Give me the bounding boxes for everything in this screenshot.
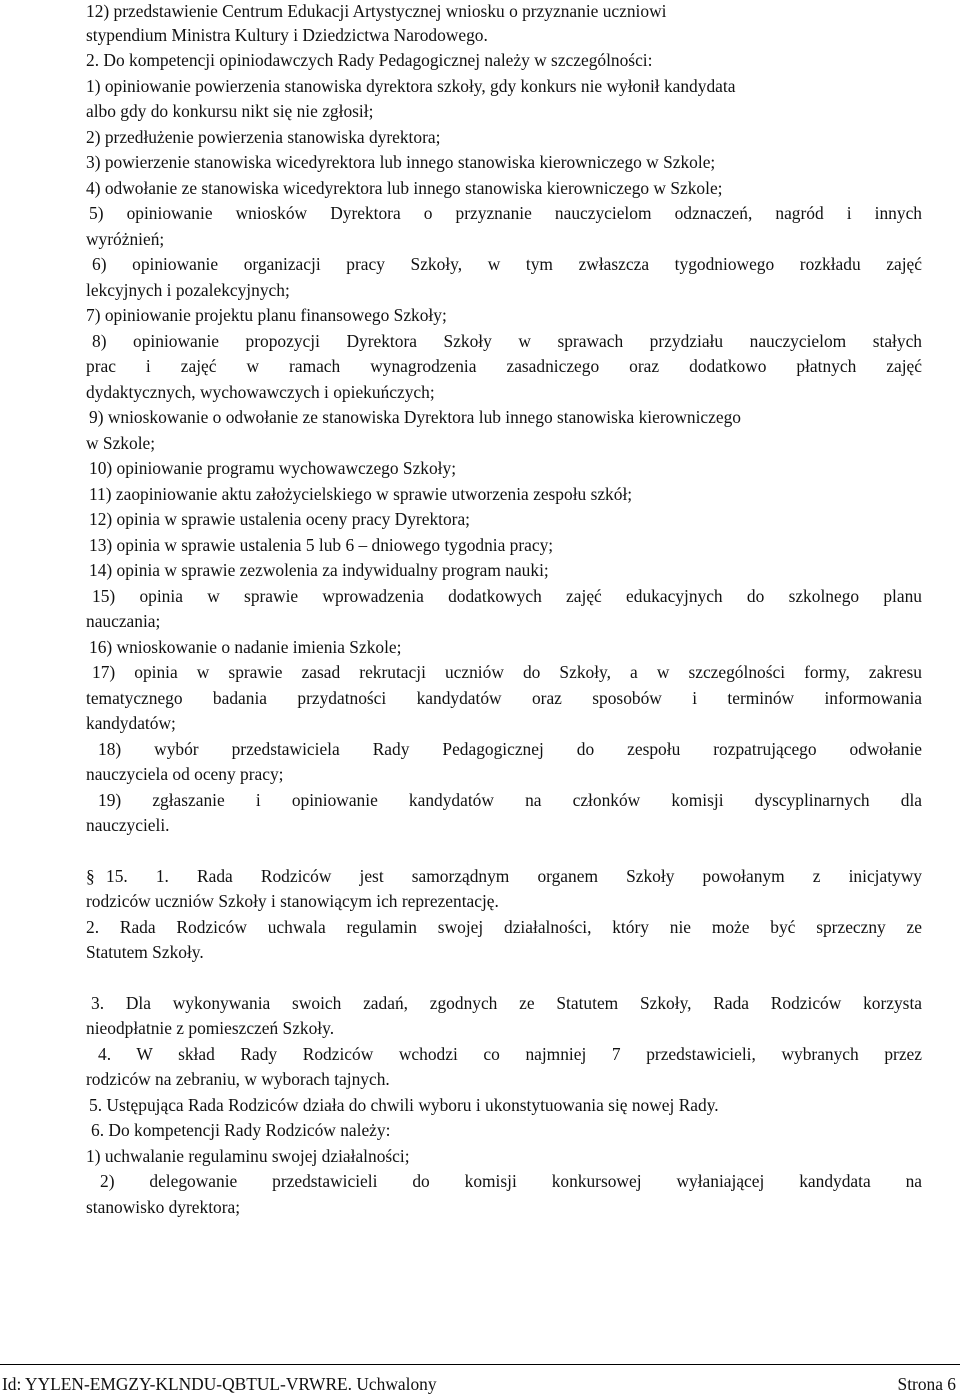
text-line: 4. W skład Rady Rodziców wchodzi co najmniej 7 przedstawicieli, wybranych przez [98,1044,922,1064]
text-line: 9) wnioskowanie o odwołanie ze stanowiska Dyrektora lub innego stanowiska kierowniczego [89,407,741,427]
text-line: 5) opiniowanie wniosków Dyrektora o przyznanie nauczycielom odznaczeń, nagród i innych [89,203,922,223]
text-line: 8) opiniowanie propozycji Dyrektora Szkoły w sprawach przydziału nauczycielom stałych [92,331,922,351]
text-line: lekcyjnych i pozalekcyjnych; [86,280,290,300]
text-line: rodziców uczniów Szkoły i stanowiącym ich reprezentację. [86,891,499,911]
text-line: 14) opinia w sprawie zezwolenia za indywidualny program nauki; [89,560,549,580]
text-line: 6) opiniowanie organizacji pracy Szkoły, w tym zwłaszcza tygodniowego rozkładu zajęć [92,254,922,274]
text-line: 5. Ustępująca Rada Rodziców działa do chwili wyboru i ukonstytuowania się nowej Rady. [89,1095,719,1115]
text-line: nauczyciela od oceny pracy; [86,764,284,784]
text-line: 15) opinia w sprawie wprowadzenia dodatkowych zajęć edukacyjnych do szkolnego planu [92,586,922,606]
text-line: 18) wybór przedstawiciela Rady Pedagogicznej do zespołu rozpatrującego odwołanie [98,739,922,759]
text-line: 12) opinia w sprawie ustalenia oceny pracy Dyrektora; [89,509,471,529]
text-line: 2) przedłużenie powierzenia stanowiska dyrektora; [86,127,441,147]
text-line: nieodpłatnie z pomieszczeń Szkoły. [86,1018,335,1038]
text-line: 7) opiniowanie projektu planu finansowego Szkoły; [86,305,447,325]
text-line: w Szkole; [86,433,156,453]
section-sign: § [86,866,95,886]
page-footer [0,1364,960,1397]
text-line: 16) wnioskowanie o nadanie imienia Szkole; [89,637,402,657]
text-line: 6. Do kompetencji Rady Rodziców należy: [91,1120,391,1140]
text-line: 1) uchwalanie regulaminu swojej działalności; [86,1146,410,1166]
text-line: 4) odwołanie ze stanowiska wicedyrektora lub innego stanowiska kierowniczego w Szkole; [86,178,723,198]
text-line: 3) powierzenie stanowiska wicedyrektora lub innego stanowiska kierowniczego w Szkole; [86,152,716,172]
document-id: Id: YYLEN-EMGZY-KLNDU-QBTUL-VRWRE. Uchwalony [2,1374,437,1394]
text-line: kandydatów; [86,713,176,733]
text-line: 17) opinia w sprawie zasad rekrutacji uczniów do Szkoły, a w szczególności formy, zakresu [92,662,922,682]
text-line: 11) zaopiniowanie aktu założycielskiego w sprawie utworzenia zespołu szkół; [89,484,633,504]
text-line: tematycznego badania przydatności kandydatów oraz sposobów i terminów informowania [86,688,922,708]
text-line: nauczania; [86,611,161,631]
text-line: 2. Do kompetencji opiniodawczych Rady Pedagogicznej należy w szczególności: [86,50,653,70]
text-line: rodziców na zebraniu, w wyborach tajnych. [86,1069,390,1089]
text-line: nauczycieli. [86,815,170,835]
text-line: 10) opiniowanie programu wychowawczego Szkoły; [89,458,457,478]
text-line: Statutem Szkoły. [86,942,204,962]
text-line: 2) delegowanie przedstawicieli do komisji konkursowej wyłaniającej kandydata na [100,1171,922,1191]
text-line: 3. Dla wykonywania swoich zadań, zgodnych ze Statutem Szkoły, Rada Rodziców korzysta [91,993,922,1013]
text-line: stypendium Ministra Kultury i Dziedzictwa Narodowego. [86,25,488,45]
text-line: 12) przedstawienie Centrum Edukacji Artystycznej wniosku o przyznanie uczniowi [86,1,667,21]
page-number: Strona 6 [897,1374,956,1394]
text-line: stanowisko dyrektora; [86,1197,241,1217]
text-line: 19) zgłaszanie i opiniowanie kandydatów na członków komisji dyscyplinarnych dla [98,790,922,810]
text-line: 1) opiniowanie powierzenia stanowiska dyrektora szkoły, gdy konkurs nie wyłonił kandydata [86,76,736,96]
text-line: 2. Rada Rodziców uchwala regulamin swojej działalności, który nie może być sprzeczny ze [86,917,922,937]
text-line: wyróżnień; [86,229,165,249]
text-line: 13) opinia w sprawie ustalenia 5 lub 6 – dniowego tygodnia pracy; [89,535,554,555]
text-line: dydaktycznych, wychowawczych i opiekuńczych; [86,382,435,402]
text-line: albo gdy do konkursu nikt się nie zgłosił; [86,101,374,121]
text-line: prac i zajęć w ramach wynagrodzenia zasadniczego oraz dodatkowo płatnych zajęć [86,356,922,376]
text-line [86,866,922,887]
section-text: 15. 1. Rada Rodziców jest samorządnym organem Szkoły powołanym z inicjatywy [106,866,922,886]
